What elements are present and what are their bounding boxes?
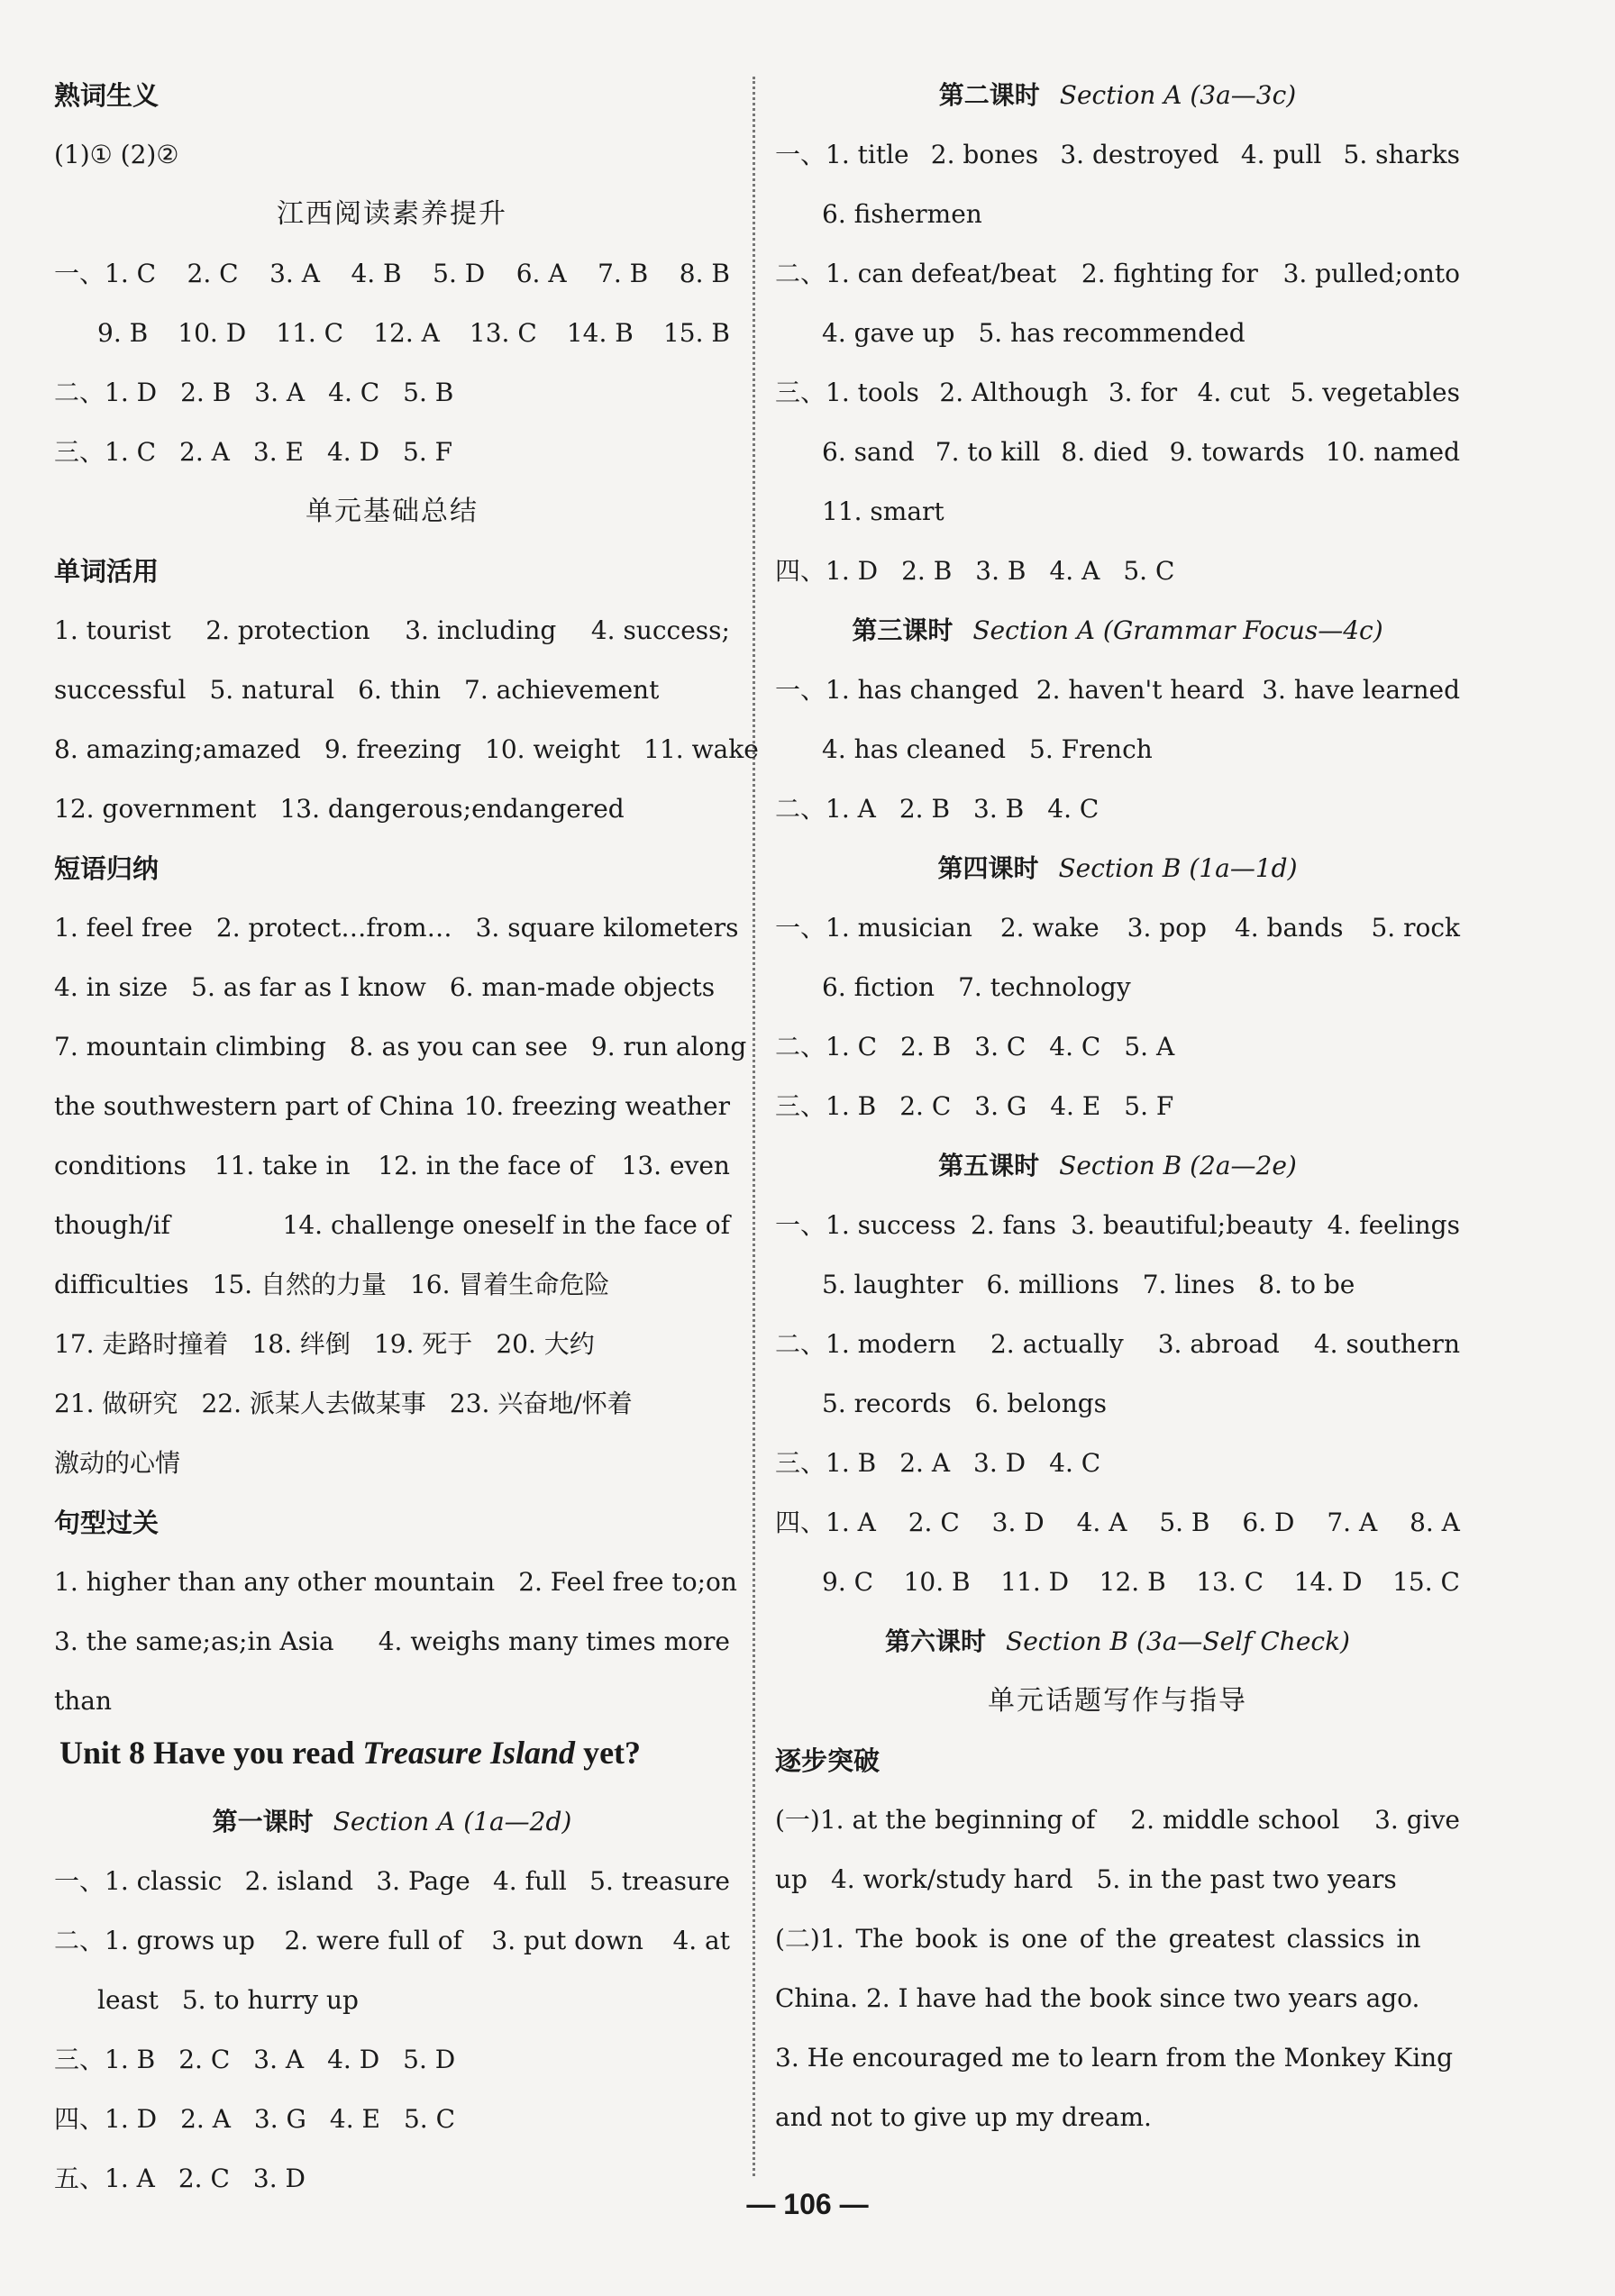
lesson4-header bbox=[775, 849, 1460, 888]
answer: 二、1. modern bbox=[775, 1329, 956, 1359]
answer: 5. as far as I know bbox=[191, 972, 426, 1002]
answer: 11. D bbox=[1000, 1567, 1070, 1597]
jiangxi-title: 江西阅读素养提升 bbox=[277, 198, 507, 230]
dy-line2 bbox=[54, 968, 730, 1007]
answer: 1. tourist bbox=[54, 615, 171, 645]
answer: 4. gave up bbox=[822, 318, 955, 348]
answer: 7. A bbox=[1327, 1508, 1378, 1537]
lesson4-sec: Section B (1a—1d) bbox=[1058, 853, 1298, 883]
answer: 5. sharks bbox=[1343, 140, 1460, 169]
answer: (一)1. at the beginning of bbox=[775, 1805, 1096, 1835]
answer: 6. D bbox=[1242, 1508, 1295, 1537]
lesson5-cn: 第五课时 bbox=[938, 1151, 1040, 1180]
answer: least bbox=[97, 1985, 159, 2015]
answer: 4. cut bbox=[1197, 378, 1271, 407]
answer: 4. feelings bbox=[1327, 1210, 1460, 1240]
answer: up bbox=[775, 1864, 808, 1894]
dy-line6 bbox=[54, 1206, 730, 1245]
answer: 2. haven't heard bbox=[1036, 675, 1245, 705]
lesson1-cn: 第一课时 bbox=[212, 1807, 314, 1836]
lesson6-cn: 第六课时 bbox=[885, 1626, 987, 1656]
answer: 7. to kill bbox=[935, 437, 1041, 467]
answer: 4. success; bbox=[590, 615, 730, 645]
l1-line1 bbox=[54, 1862, 730, 1901]
zb-line1 bbox=[775, 1800, 1460, 1840]
answer: 10. named bbox=[1325, 437, 1460, 467]
answer: though/if bbox=[54, 1210, 170, 1240]
answer: 3. including bbox=[405, 615, 557, 645]
answer: 4. southern bbox=[1313, 1329, 1460, 1359]
answer: 四、1. A bbox=[775, 1508, 876, 1537]
answer: 4. pull bbox=[1240, 140, 1322, 169]
answer: 二、1. D bbox=[54, 378, 158, 407]
lesson6-header bbox=[775, 1622, 1460, 1662]
dy-line7 bbox=[54, 1265, 730, 1305]
answer: 三、1. tools bbox=[775, 378, 919, 407]
answer: 5. French bbox=[1029, 734, 1153, 764]
answer: 15. B bbox=[662, 318, 730, 348]
l5-line1 bbox=[775, 1206, 1460, 1245]
answer: 17. 走路时撞着 bbox=[54, 1329, 229, 1359]
heading-juxing: 句型过关 bbox=[54, 1508, 160, 1538]
column-divider bbox=[753, 77, 755, 2176]
answer: 14. D bbox=[1293, 1567, 1363, 1597]
l3-line3 bbox=[775, 789, 1460, 829]
jx2-line3: than bbox=[54, 1686, 113, 1716]
answer: 4. E bbox=[329, 2104, 380, 2134]
answer: 二、1. C bbox=[775, 1032, 878, 1061]
answer: 15. 自然的力量 bbox=[212, 1270, 387, 1299]
l2-line6 bbox=[775, 433, 1460, 472]
answer: 7. mountain climbing bbox=[54, 1032, 326, 1061]
unit-title bbox=[59, 1734, 641, 1772]
l2-line8 bbox=[775, 551, 1460, 591]
heading-duanyu: 短语归纳 bbox=[54, 853, 160, 884]
l1-line3 bbox=[54, 1981, 730, 2020]
answer: 14. challenge oneself in the face of bbox=[282, 1210, 730, 1240]
answer: 5. D bbox=[433, 259, 486, 288]
answer: 5. F bbox=[403, 437, 453, 467]
answer: 5. natural bbox=[209, 675, 335, 705]
danyuan-title: 单元基础总结 bbox=[306, 496, 479, 527]
answer: 4. C bbox=[1049, 1032, 1101, 1061]
answer: 2. wake bbox=[999, 913, 1099, 943]
answer: 18. 绊倒 bbox=[251, 1329, 351, 1359]
answer: 2. protection bbox=[205, 615, 370, 645]
answer: 3. A bbox=[254, 378, 306, 407]
dy-line1 bbox=[54, 908, 739, 948]
answer: 6. fiction bbox=[822, 972, 935, 1002]
dy-line10: 激动的心情 bbox=[54, 1448, 181, 1478]
answer: 2. A bbox=[180, 2104, 231, 2134]
l2-line7: 11. smart bbox=[822, 497, 944, 526]
answer: 2. B bbox=[901, 556, 953, 586]
answer: 四、1. D bbox=[54, 2104, 158, 2134]
answer: 13. dangerous;endangered bbox=[279, 794, 625, 824]
answer: 2. middle school bbox=[1130, 1805, 1340, 1835]
answer: 22. 派某人去做某事 bbox=[201, 1389, 426, 1418]
answer: 11. take in bbox=[214, 1151, 351, 1180]
answer: 12. B bbox=[1099, 1567, 1166, 1597]
answer: 4. C bbox=[1047, 794, 1099, 824]
answer: 2. Although bbox=[939, 378, 1089, 407]
dy-line9 bbox=[54, 1384, 730, 1424]
answer: 6. thin bbox=[358, 675, 441, 705]
lesson1-sec: Section A (1a—2d) bbox=[333, 1807, 572, 1836]
lesson3-header bbox=[775, 611, 1460, 651]
answer: 二、1. can defeat/beat bbox=[775, 259, 1057, 288]
dc-line2 bbox=[54, 670, 730, 710]
answer: 3. G bbox=[974, 1091, 1027, 1121]
answer: 19. 死于 bbox=[373, 1329, 473, 1359]
answer: 13. even bbox=[621, 1151, 730, 1180]
answer: 3. pulled;onto bbox=[1282, 259, 1460, 288]
answer: 三、1. B bbox=[775, 1091, 877, 1121]
page-number: — 106 — bbox=[746, 2188, 869, 2220]
shuci-answer: (1)① (2)② bbox=[54, 140, 179, 169]
unit-prefix: Unit 8 Have you read bbox=[59, 1735, 363, 1771]
answer: 10. weight bbox=[485, 734, 621, 764]
l5-line3 bbox=[775, 1325, 1460, 1364]
answer: 10. freezing weather bbox=[463, 1091, 730, 1121]
answer: the southwestern part of China bbox=[54, 1091, 454, 1121]
answer: 12. government bbox=[54, 794, 257, 824]
jx-line3 bbox=[54, 373, 730, 413]
answer: 9. B bbox=[97, 318, 149, 348]
answer: 二、1. grows up bbox=[54, 1926, 255, 1955]
answer: 5. A bbox=[1124, 1032, 1175, 1061]
l2-line3 bbox=[775, 254, 1460, 294]
jx-line2 bbox=[54, 314, 730, 353]
lesson3-sec: Section A (Grammar Focus—4c) bbox=[972, 615, 1383, 645]
answer: 10. B bbox=[903, 1567, 971, 1597]
answer: 23. 兴奋地/怀着 bbox=[449, 1389, 633, 1418]
answer: 2. C bbox=[178, 2045, 231, 2074]
answer: 5. treasure bbox=[589, 1866, 730, 1896]
answer: 4. D bbox=[327, 2045, 380, 2074]
answer: 2. C bbox=[187, 259, 239, 288]
answer: 2. Feel free to;on bbox=[518, 1567, 737, 1597]
answer: 20. 大约 bbox=[496, 1329, 595, 1359]
answer: 2. protect…from… bbox=[215, 913, 452, 943]
answer: 6. man-made objects bbox=[449, 972, 716, 1002]
answer: 一、1. success bbox=[775, 1210, 956, 1240]
answer: 3. Page bbox=[376, 1866, 470, 1896]
answer: 5. has recommended bbox=[978, 318, 1245, 348]
l4-line3 bbox=[775, 1027, 1460, 1067]
dy-line5 bbox=[54, 1146, 730, 1186]
dc-line1 bbox=[54, 611, 730, 651]
l5-line7 bbox=[775, 1563, 1460, 1602]
answer: 1. higher than any other mountain bbox=[54, 1567, 496, 1597]
lesson2-sec: Section A (3a—3c) bbox=[1059, 80, 1297, 110]
jx2-line1 bbox=[54, 1563, 737, 1602]
answer: 7. achievement bbox=[464, 675, 660, 705]
answer: 三、1. B bbox=[775, 1448, 877, 1478]
answer: 13. C bbox=[469, 318, 537, 348]
answer: 6. sand bbox=[822, 437, 915, 467]
lesson1-header bbox=[54, 1802, 730, 1842]
dc-line4 bbox=[54, 789, 730, 829]
answer: 5. D bbox=[403, 2045, 456, 2074]
answer: 3. beautiful;beauty bbox=[1071, 1210, 1313, 1240]
l2-line2: 6. fishermen bbox=[822, 199, 982, 229]
answer: 14. B bbox=[566, 318, 634, 348]
answer: 5. B bbox=[1159, 1508, 1210, 1537]
dy-line8 bbox=[54, 1325, 730, 1364]
answer: 一、1. title bbox=[775, 140, 909, 169]
answer: 4. bands bbox=[1234, 913, 1344, 943]
answer: difficulties bbox=[54, 1270, 189, 1299]
answer: 8. as you can see bbox=[349, 1032, 568, 1061]
answer: 3. square kilometers bbox=[475, 913, 739, 943]
zb-line5: 3. He encouraged me to learn from the Monkey King bbox=[775, 2043, 1454, 2073]
jx-line4 bbox=[54, 433, 730, 472]
lesson5-sec: Section B (2a—2e) bbox=[1059, 1151, 1297, 1180]
answer: 3. E bbox=[252, 437, 304, 467]
answer: 15. C bbox=[1392, 1567, 1460, 1597]
answer: 4. weighs many times more bbox=[378, 1626, 730, 1656]
answer: 一、1. C bbox=[54, 259, 157, 288]
l4-line2 bbox=[775, 968, 1460, 1007]
answer: 2. actually bbox=[990, 1329, 1124, 1359]
answer: 4. full bbox=[492, 1866, 567, 1896]
zb-line3: (二)1. The book is one of the greatest classics in bbox=[775, 1924, 1421, 1954]
answer: 5. to hurry up bbox=[181, 1985, 359, 2015]
answer: 一、1. classic bbox=[54, 1866, 223, 1896]
answer: 13. C bbox=[1196, 1567, 1264, 1597]
answer: 3. give bbox=[1374, 1805, 1460, 1835]
writing-title: 单元话题写作与指导 bbox=[988, 1685, 1247, 1717]
lesson3-cn: 第三课时 bbox=[852, 615, 953, 645]
dy-line3 bbox=[54, 1027, 747, 1067]
zb-line6: and not to give up my dream. bbox=[775, 2102, 1152, 2132]
answer: 2. fans bbox=[970, 1210, 1057, 1240]
answer: 2. fighting for bbox=[1081, 259, 1258, 288]
l1-line4 bbox=[54, 2040, 730, 2080]
answer: 9. C bbox=[822, 1567, 874, 1597]
answer: 5. F bbox=[1124, 1091, 1174, 1121]
answer: 2. A bbox=[179, 437, 230, 467]
answer: 3. for bbox=[1108, 378, 1178, 407]
answer: 11. wake bbox=[643, 734, 759, 764]
l3-line2 bbox=[775, 730, 1460, 770]
answer: 7. technology bbox=[958, 972, 1131, 1002]
answer: 3. A bbox=[269, 259, 320, 288]
answer: 8. amazing;amazed bbox=[54, 734, 301, 764]
answer: 5. laughter bbox=[822, 1270, 963, 1299]
answer: 9. freezing bbox=[324, 734, 462, 764]
l1-line5 bbox=[54, 2100, 730, 2139]
answer: 2. B bbox=[899, 794, 951, 824]
answer: 3. abroad bbox=[1157, 1329, 1280, 1359]
l5-line5 bbox=[775, 1444, 1460, 1483]
answer: 3. B bbox=[973, 794, 1025, 824]
answer: 8. to be bbox=[1258, 1270, 1355, 1299]
answer: 二、1. A bbox=[775, 794, 876, 824]
l4-line4 bbox=[775, 1087, 1460, 1126]
answer: 12. in the face of bbox=[378, 1151, 594, 1180]
answer: 2. C bbox=[178, 2164, 230, 2193]
answer: 2. C bbox=[908, 1508, 960, 1537]
answer: 5. rock bbox=[1371, 913, 1460, 943]
answer: 4. B bbox=[351, 259, 402, 288]
answer: 2. B bbox=[180, 378, 232, 407]
answer: 16. 冒着生命危险 bbox=[409, 1270, 610, 1299]
lesson2-header bbox=[775, 76, 1460, 115]
answer: conditions bbox=[54, 1151, 187, 1180]
answer: 5. in the past two years bbox=[1096, 1864, 1397, 1894]
answer: 6. millions bbox=[986, 1270, 1119, 1299]
answer: 7. B bbox=[598, 259, 649, 288]
l5-line6 bbox=[775, 1503, 1460, 1543]
answer: 3. D bbox=[973, 1448, 1026, 1478]
lesson2-cn: 第二课时 bbox=[938, 80, 1040, 110]
answer: 2. were full of bbox=[284, 1926, 462, 1955]
answer: 4. D bbox=[326, 437, 380, 467]
answer: 8. A bbox=[1410, 1508, 1460, 1537]
answer: 4. C bbox=[328, 378, 380, 407]
answer: 5. vegetables bbox=[1290, 378, 1460, 407]
answer: 1. feel free bbox=[54, 913, 193, 943]
answer: 2. C bbox=[899, 1091, 952, 1121]
l5-line4 bbox=[775, 1384, 1460, 1424]
answer: 2. bones bbox=[930, 140, 1039, 169]
answer: 2. B bbox=[900, 1032, 952, 1061]
l2-line4 bbox=[775, 314, 1460, 353]
answer: 4. A bbox=[1049, 556, 1100, 586]
answer: 9. towards bbox=[1169, 437, 1305, 467]
answer: 8. B bbox=[679, 259, 730, 288]
answer: 5. C bbox=[403, 2104, 456, 2134]
answer: 8. died bbox=[1061, 437, 1149, 467]
answer: 四、1. D bbox=[775, 556, 879, 586]
l2-line1 bbox=[775, 135, 1460, 175]
answer: 3. A bbox=[253, 2045, 305, 2074]
answer: 5. records bbox=[822, 1389, 952, 1418]
answer: 3. D bbox=[991, 1508, 1045, 1537]
l4-line1 bbox=[775, 908, 1460, 948]
answer: 21. 做研究 bbox=[54, 1389, 178, 1418]
answer: 三、1. B bbox=[54, 2045, 156, 2074]
answer: 3. G bbox=[253, 2104, 306, 2134]
answer: 3. C bbox=[974, 1032, 1026, 1061]
l1-line2 bbox=[54, 1921, 730, 1961]
jx2-line2 bbox=[54, 1622, 730, 1662]
answer: 3. put down bbox=[491, 1926, 643, 1955]
l5-line2 bbox=[775, 1265, 1460, 1305]
answer: 5. B bbox=[403, 378, 454, 407]
answer: 2. A bbox=[899, 1448, 951, 1478]
answer: successful bbox=[54, 675, 187, 705]
l2-line5 bbox=[775, 373, 1460, 413]
answer: 一、1. has changed bbox=[775, 675, 1019, 705]
answer: 4. E bbox=[1050, 1091, 1101, 1121]
zb-line2 bbox=[775, 1860, 1460, 1900]
heading-danci: 单词活用 bbox=[54, 556, 160, 587]
answer: 一、1. musician bbox=[775, 913, 972, 943]
unit-suffix: yet? bbox=[575, 1735, 642, 1771]
answer: 10. D bbox=[178, 318, 247, 348]
answer: 3. pop bbox=[1127, 913, 1207, 943]
dc-line3 bbox=[54, 730, 759, 770]
answer: 4. at bbox=[672, 1926, 730, 1955]
lesson4-cn: 第四课时 bbox=[937, 853, 1039, 883]
answer: 4. has cleaned bbox=[822, 734, 1007, 764]
answer: 2. island bbox=[244, 1866, 354, 1896]
answer: 3. the same;as;in Asia bbox=[54, 1626, 334, 1656]
answer: 3. D bbox=[252, 2164, 306, 2193]
answer: 3. destroyed bbox=[1060, 140, 1219, 169]
answer: 7. lines bbox=[1142, 1270, 1236, 1299]
answer: 11. C bbox=[276, 318, 344, 348]
answer: 9. run along bbox=[590, 1032, 747, 1061]
answer: 4. work/study hard bbox=[830, 1864, 1073, 1894]
answer: 3. have learned bbox=[1262, 675, 1460, 705]
answer: 4. in size bbox=[54, 972, 169, 1002]
answer: 3. B bbox=[975, 556, 1026, 586]
unit-book: Treasure Island bbox=[362, 1735, 576, 1771]
l3-line1 bbox=[775, 670, 1460, 710]
answer: 12. A bbox=[373, 318, 440, 348]
answer: 5. C bbox=[1123, 556, 1175, 586]
heading-shuci: 熟词生义 bbox=[54, 80, 160, 111]
answer: 4. A bbox=[1076, 1508, 1127, 1537]
lesson6-sec: Section B (3a—Self Check) bbox=[1006, 1626, 1350, 1656]
lesson5-header bbox=[775, 1146, 1460, 1186]
heading-zhubu: 逐步突破 bbox=[775, 1745, 880, 1776]
answer: 三、1. C bbox=[54, 437, 157, 467]
zb-line4: China. 2. I have had the book since two years ago. bbox=[775, 1983, 1420, 2013]
dy-line4 bbox=[54, 1087, 730, 1126]
answer: 6. A bbox=[516, 259, 567, 288]
answer: 五、1. A bbox=[54, 2164, 155, 2193]
answer: 6. belongs bbox=[974, 1389, 1108, 1418]
jx-line1 bbox=[54, 254, 730, 294]
answer: 4. C bbox=[1049, 1448, 1101, 1478]
